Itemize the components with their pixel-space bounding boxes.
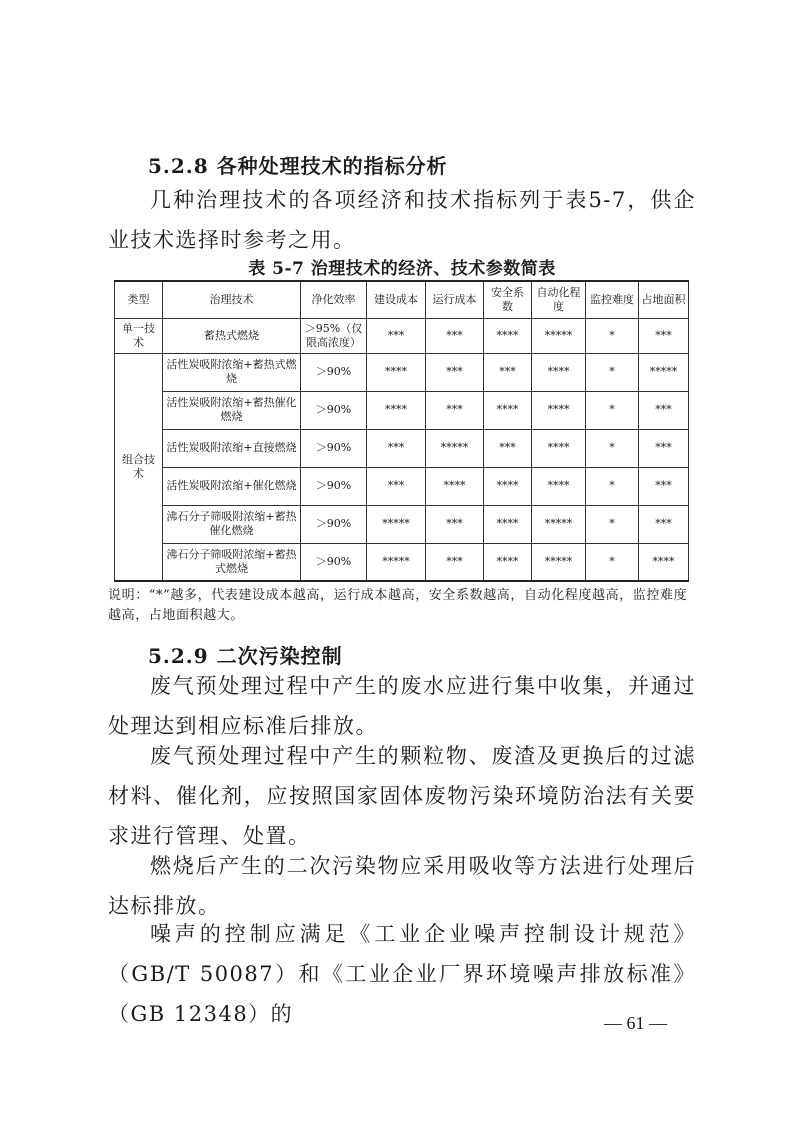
- cell-monitoring: *: [586, 505, 639, 543]
- cell-efficiency: ＞90%: [301, 391, 367, 429]
- table-row: [115, 429, 689, 467]
- header-build-cost: 建设成本: [367, 281, 426, 318]
- cell-automation: ****: [532, 429, 586, 467]
- table-row: [115, 391, 689, 429]
- cell-area: ****: [639, 543, 689, 581]
- header-area: 占地面积: [639, 281, 689, 318]
- section-heading-5-2-9: 5.2.9 二次污染控制: [148, 644, 343, 668]
- table-header-row: [115, 281, 689, 318]
- cell-automation: *****: [532, 505, 586, 543]
- group-combined: 组合技术: [115, 353, 163, 581]
- header-technology: 治理技术: [163, 281, 301, 318]
- table-caption: 表 5-7 治理技术的经济、技术参数简表: [248, 259, 556, 279]
- cell-efficiency: ＞90%: [301, 505, 367, 543]
- table-row: [115, 318, 689, 353]
- cell-technology: 活性炭吸附浓缩+催化燃烧: [163, 467, 301, 505]
- header-automation: 自动化程度: [532, 281, 586, 318]
- cell-build-cost: ***: [367, 429, 426, 467]
- cell-safety: ****: [484, 318, 532, 353]
- cell-monitoring: *: [586, 391, 639, 429]
- group-single: 单一技术: [115, 318, 163, 353]
- cell-safety: ***: [484, 429, 532, 467]
- cell-efficiency: ＞90%: [301, 467, 367, 505]
- cell-run-cost: ***: [426, 391, 484, 429]
- cell-build-cost: *****: [367, 505, 426, 543]
- cell-safety: ****: [484, 505, 532, 543]
- cell-run-cost: ***: [426, 505, 484, 543]
- cell-efficiency: ＞90%: [301, 353, 367, 391]
- cell-run-cost: ****: [426, 467, 484, 505]
- table-note: 说明：“*”越多，代表建设成本越高，运行成本越高，安全系数越高，自动化程度越高，监控难度越高，占地面积越大。: [108, 588, 688, 623]
- cell-run-cost: ***: [426, 353, 484, 391]
- table-row: [115, 353, 689, 391]
- cell-technology: 蓄热式燃烧: [163, 318, 301, 353]
- cell-technology: 活性炭吸附浓缩+蓄热催化燃烧: [163, 391, 301, 429]
- cell-efficiency: ＞95%（仅限高浓度）: [301, 318, 367, 353]
- header-monitoring: 监控难度: [586, 281, 639, 318]
- table-row: [115, 467, 689, 505]
- cell-build-cost: ***: [367, 467, 426, 505]
- cell-area: ***: [639, 391, 689, 429]
- header-run-cost: 运行成本: [426, 281, 484, 318]
- paragraph-secondary-pollutants: 燃烧后产生的二次污染物应采用吸收等方法进行处理后达标排放。: [108, 854, 696, 918]
- cell-area: ***: [639, 429, 689, 467]
- section-heading-5-2-8: 5.2.8 各种处理技术的指标分析: [148, 154, 448, 178]
- cell-run-cost: ***: [426, 318, 484, 353]
- cell-build-cost: ***: [367, 318, 426, 353]
- cell-monitoring: *: [586, 429, 639, 467]
- cell-monitoring: *: [586, 318, 639, 353]
- cell-build-cost: ****: [367, 353, 426, 391]
- cell-build-cost: ****: [367, 391, 426, 429]
- cell-automation: *****: [532, 318, 586, 353]
- header-safety: 安全系数: [484, 281, 532, 318]
- paragraph-noise: 噪声的控制应满足《工业企业噪声控制设计规范》（GB/T 50087）和《工业企业厂界环境噪声排放标准》（GB 12348）的: [108, 922, 696, 1026]
- paragraph-solid-waste: 废气预处理过程中产生的颗粒物、废渣及更换后的过滤材料、催化剂，应按照国家固体废物污染环境防治法有关要求进行管理、处置。: [108, 744, 696, 848]
- page-number: — 61 —: [604, 1013, 667, 1033]
- cell-automation: ****: [532, 467, 586, 505]
- cell-run-cost: ***: [426, 543, 484, 581]
- cell-area: ***: [639, 505, 689, 543]
- cell-efficiency: ＞90%: [301, 429, 367, 467]
- cell-monitoring: *: [586, 543, 639, 581]
- paragraph-wastewater: 废气预处理过程中产生的废水应进行集中收集，并通过处理达到相应标准后排放。: [108, 674, 696, 738]
- intro-paragraph: 几种治理技术的各项经济和技术指标列于表5-7，供企业技术选择时参考之用。: [108, 188, 696, 252]
- header-efficiency: 净化效率: [301, 281, 367, 318]
- cell-monitoring: *: [586, 353, 639, 391]
- cell-area: ***: [639, 318, 689, 353]
- table-row: [115, 543, 689, 581]
- cell-safety: ***: [484, 353, 532, 391]
- cell-technology: 沸石分子筛吸附浓缩+蓄热催化燃烧: [163, 505, 301, 543]
- cell-area: *****: [639, 353, 689, 391]
- cell-automation: ****: [532, 391, 586, 429]
- cell-safety: ****: [484, 543, 532, 581]
- cell-safety: ****: [484, 391, 532, 429]
- cell-build-cost: *****: [367, 543, 426, 581]
- cell-automation: *****: [532, 543, 586, 581]
- cell-automation: ****: [532, 353, 586, 391]
- cell-area: ***: [639, 467, 689, 505]
- cell-run-cost: *****: [426, 429, 484, 467]
- tech-parameter-table: [114, 280, 689, 582]
- cell-monitoring: *: [586, 467, 639, 505]
- cell-technology: 活性炭吸附浓缩+直接燃烧: [163, 429, 301, 467]
- table-row: [115, 505, 689, 543]
- cell-efficiency: ＞90%: [301, 543, 367, 581]
- header-type: 类型: [115, 281, 163, 318]
- cell-technology: 沸石分子筛吸附浓缩+蓄热式燃烧: [163, 543, 301, 581]
- cell-technology: 活性炭吸附浓缩+蓄热式燃烧: [163, 353, 301, 391]
- cell-safety: ****: [484, 467, 532, 505]
